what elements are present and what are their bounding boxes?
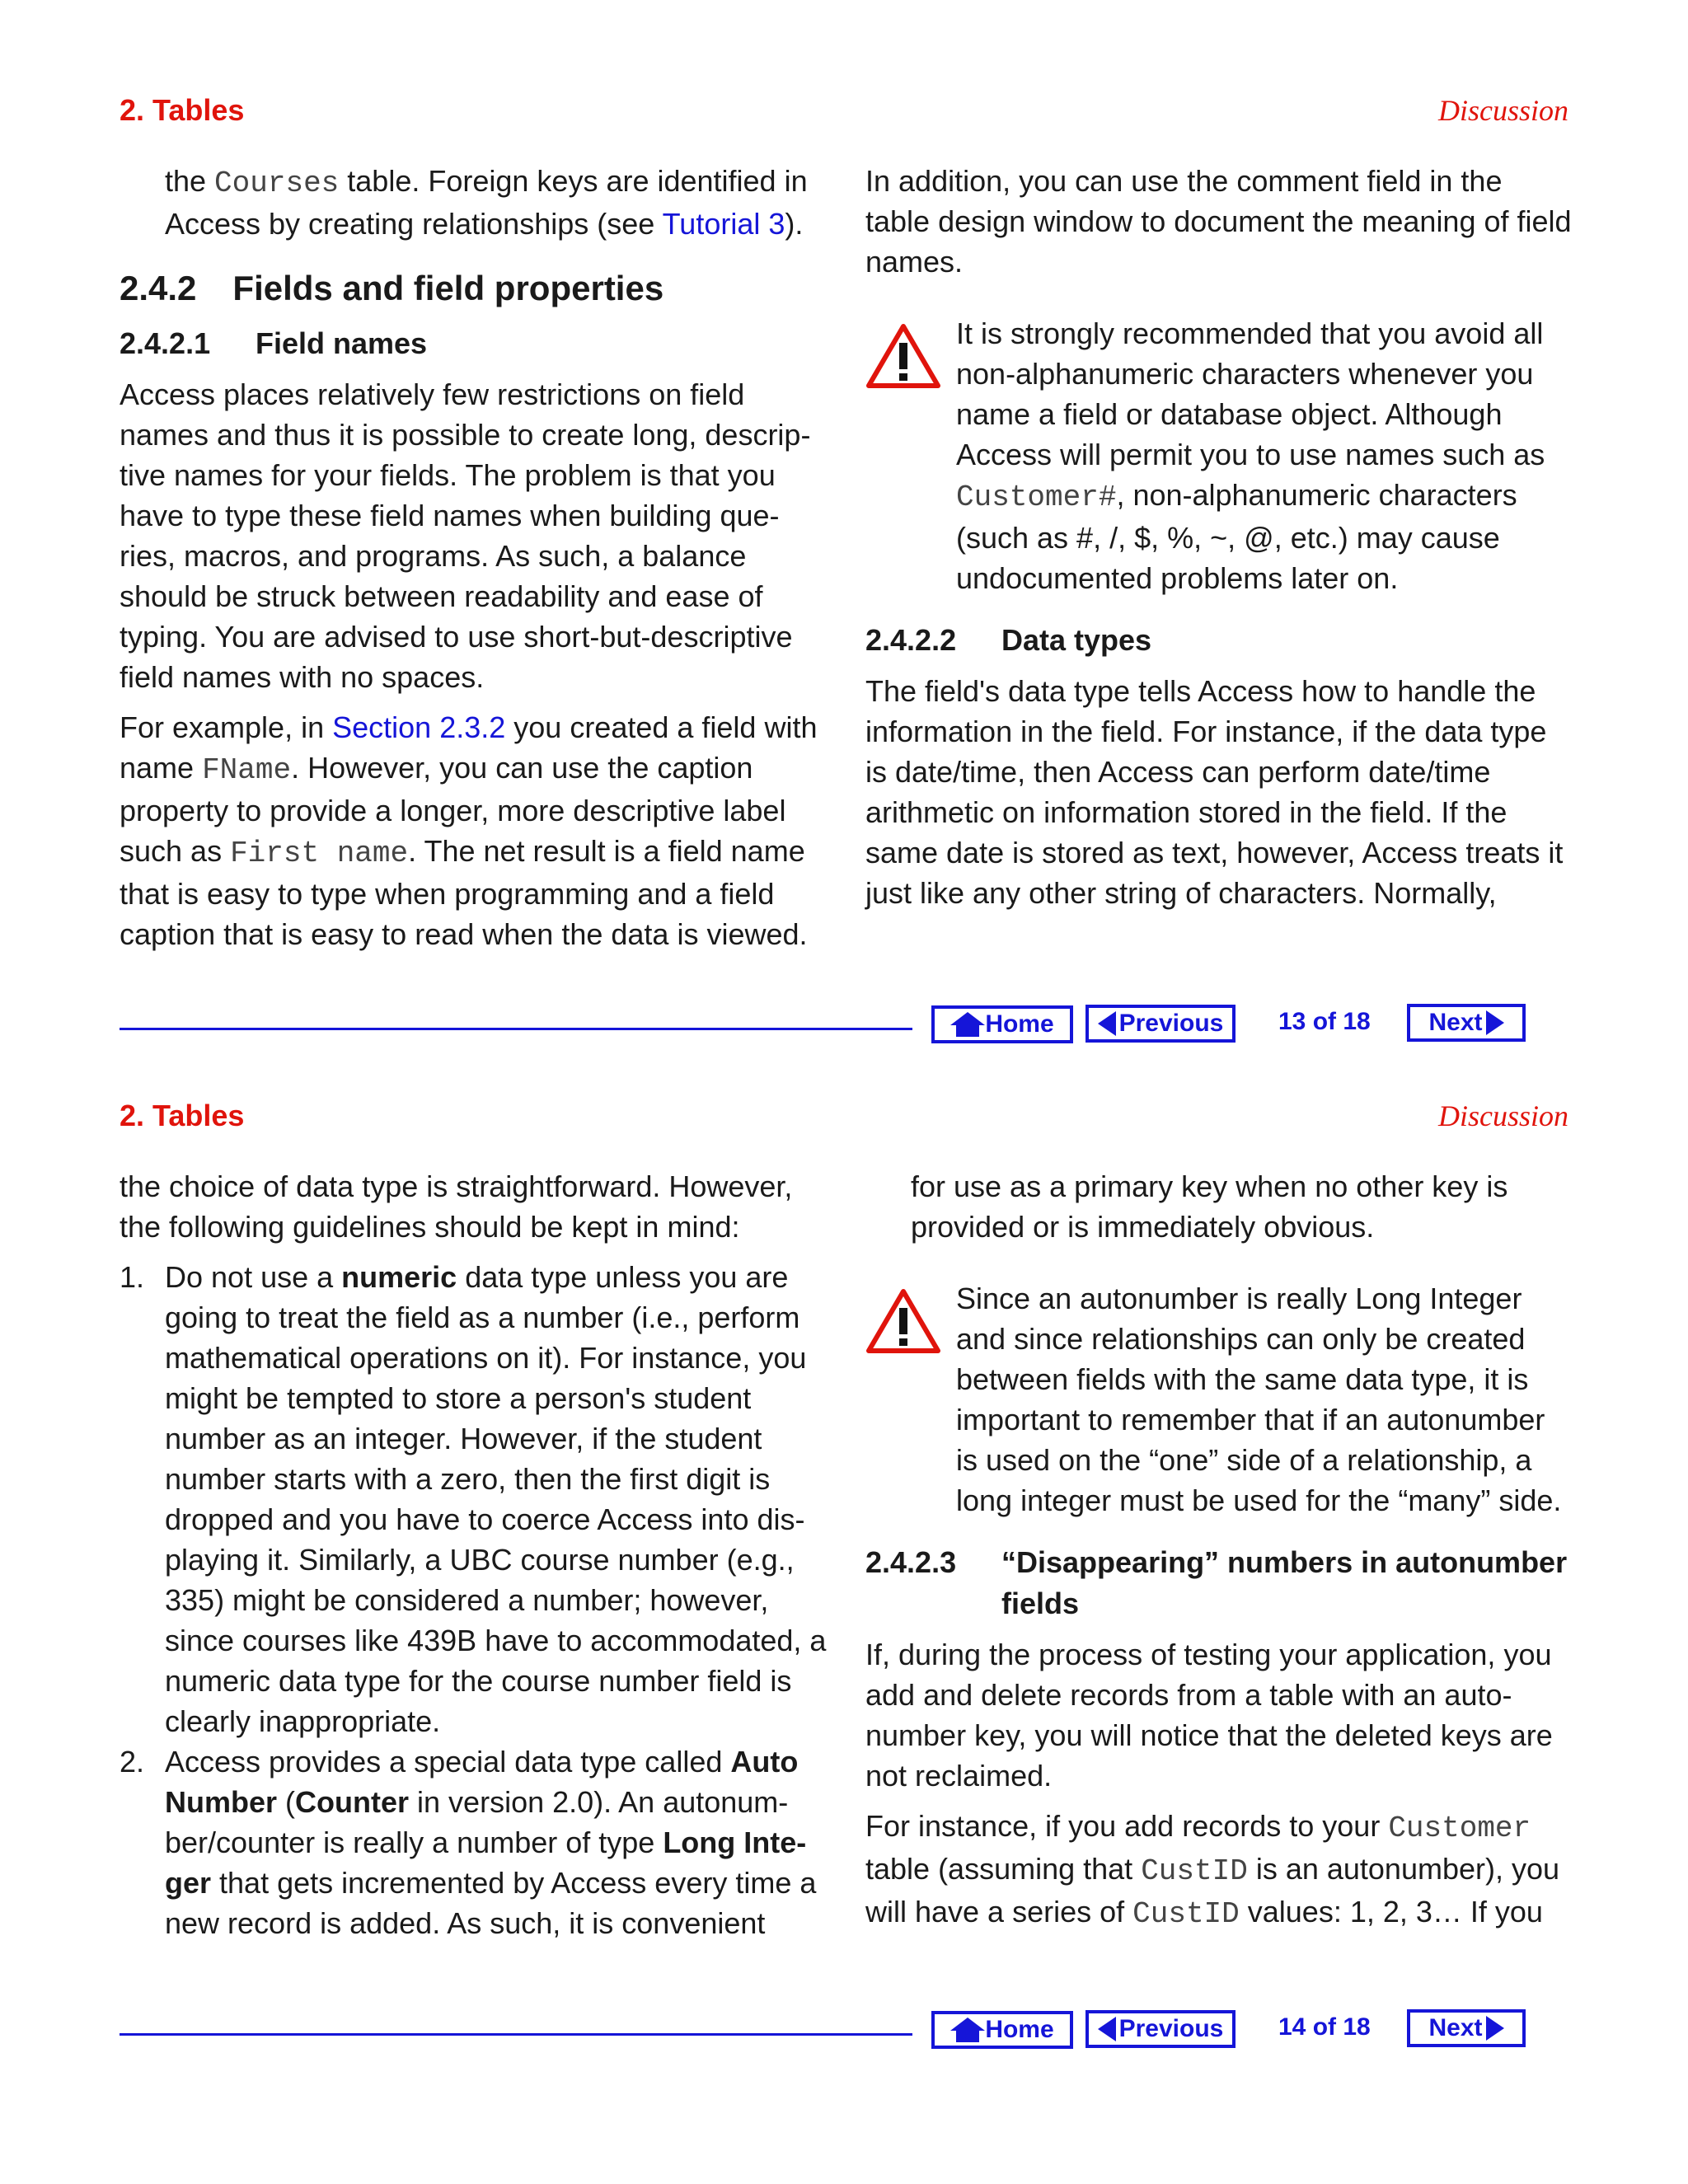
right-column [865,161,1574,913]
code-customer: Customer [1388,1811,1531,1845]
disappearing-paragraph: If, during the process of testing your application, you add and delete records from a table with an auto-number key, you will notice that the deleted keys are not reclaimed. [865,1638,1553,1793]
code-customer-hash: Customer# [956,480,1117,514]
warning-text: It is strongly recommended that you avoid all non-alphanumeric characters whenever you name a field or database object. Although Access will permit you to use names such as Customer#, non-alphanumeric characters (such as #, /, $, %, ~, @, etc.) may cause undocumented problems later on. [956,316,1545,595]
left-column [120,1166,828,1943]
page-number: 14 of 18 [1278,2013,1371,2041]
warning-triangle-icon [865,1288,941,1354]
code-courses: Courses [214,166,340,200]
page-14 [0,1005,1688,2043]
previous-button[interactable]: Previous [1085,1005,1236,1043]
warning-triangle-icon [865,323,941,389]
home-button[interactable]: Home [931,1005,1073,1043]
tutorial-3-link[interactable]: Tutorial 3 [662,207,785,241]
left-triangle-icon [1098,2017,1116,2041]
code-custid: CustID [1141,1854,1248,1888]
chapter-header: 2. Tables [120,1099,245,1132]
comment-paragraph: In addition, you can use the comment field in the table design window to document the meaning of field names. [865,164,1572,279]
chapter-header: 2. Tables [120,93,245,127]
section-heading: 2.4.2 Fields and field properties [120,269,664,307]
previous-button[interactable]: Previous [1085,2010,1236,2048]
home-icon [950,2018,985,2042]
section-2-3-2-link[interactable]: Section 2.3.2 [332,710,506,744]
example-paragraph: For example, in Section 2.3.2 you created a field with name FName. However, you can use the caption property to provide a longer, more descriptive label such as First name. The net result is a field name that is easy to type when programming and a field caption that is easy to read when the data is viewed. [120,710,818,951]
page-number: 13 of 18 [1278,1008,1371,1035]
warning-box [865,1278,1574,1521]
next-button[interactable]: Next [1407,1004,1526,1042]
home-button[interactable]: Home [931,2011,1073,2049]
guidelines-list [120,1257,828,1943]
field-names-paragraph: Access places relatively few restrictions on field names and thus it is possible to create long, descrip-tive names for your fields. The problem is that you have to type these field names when building que-ries, macros, and programs. As such, a balance should be struck between readability and ease of typing. You are advised to use short-but-descriptive field names with no spaces. [120,377,811,694]
continued-paragraph: for use as a primary key when no other key is provided or is immediately obvious. [911,1169,1508,1244]
section-header: Discussion [1437,94,1568,127]
page-13 [0,0,1688,1038]
left-column [120,161,828,954]
code-custid: CustID [1132,1897,1240,1931]
right-column [865,1166,1574,1934]
list-item: 1. Do not use a numeric data type unless you are going to treat the field as a number (i.e., perform mathematical operations on it). For instance, you might be tempted to store a person's student number as an integer. However, if the student number starts with a zero, then the first digit is dropped and you have to coerce Access into dis-playing it. Similarly, a UBC course number (e.g., 335) might be considered a number; however, since courses like 439B have to accommodated, a numeric data type for the course number field is clearly inappropriate. [120,1260,827,1738]
data-types-paragraph: The field's data type tells Access how to handle the information in the field. For instance, if the data type is date/time, then Access can perform date/time arithmetic on information stored in the field. If the same date is stored as text, however, Access treats it just like any other string of characters. Normally, [865,674,1564,910]
continued-paragraph: the Courses table. Foreign keys are identified in Access by creating relationships (see Tutorial 3). [165,164,808,241]
warning-box [865,313,1574,598]
code-first-name: First name [230,837,409,870]
next-button[interactable]: Next [1407,2009,1526,2047]
list-item: 2. Access provides a special data type called Auto Number (Counter in version 2.0). An autonum-ber/counter is really a number of type Long Inte-ger that gets incremented by Access every time a new record is added. As such, it is convenient [120,1745,817,1940]
intro-paragraph: the choice of data type is straightforward. However, the following guidelines should be kept in mind: [120,1169,793,1244]
warning-text: Since an autonumber is really Long Integer and since relationships can only be created between fields with the same data type, it is important to remember that if an autonumber is used on the “one” side of a relationship, a long integer must be used for the “many” side. [956,1282,1562,1517]
right-triangle-icon [1486,2016,1504,2041]
section-header: Discussion [1437,1099,1568,1132]
subsection-heading: 2.4.2.3 “Disappearing” numbers in autonumber fields [865,1545,1568,1620]
subsection-heading: 2.4.2.1 Field names [120,326,428,360]
code-fname: FName [202,753,292,787]
instance-paragraph: For instance, if you add records to your Customer table (assuming that CustID is an autonumber), you will have a series of CustID values: 1, 2, 3… If you [865,1809,1560,1931]
subsection-heading: 2.4.2.2 Data types [865,623,1152,657]
footer-rule [120,2033,912,2036]
